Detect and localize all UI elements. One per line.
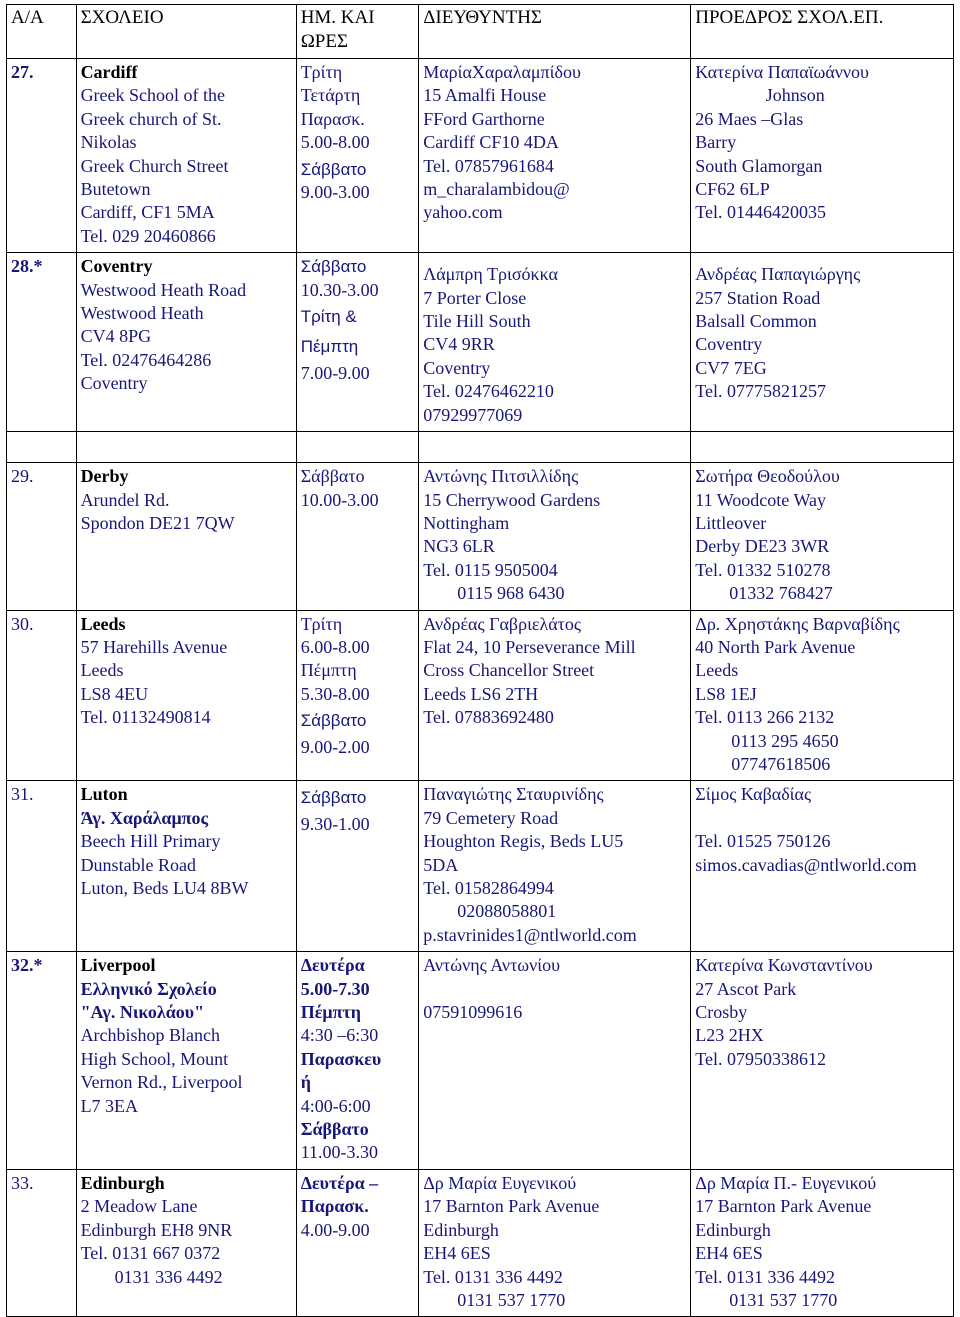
school-name: Luton	[80, 784, 128, 805]
president-cell: Σίμος Καβαδίας Tel. 01525 750126 simos.cavadias@ntlworld.com	[691, 781, 954, 952]
hours-cell: Τρίτη Τετάρτη Παρασκ. 5.00-8.00 Σάββατο 9.00-3.00	[296, 59, 419, 253]
school-name: Coventry	[80, 256, 153, 277]
school-cell: Liverpool Ελληνικό Σχολείο "Αγ. Νικολάου" Archbishop Blanch High School, Mount Vernon Rd., Liverpool L7 3EA	[76, 952, 296, 1170]
header-director: ΔΙΕΥΘΥΝΤΗΣ	[419, 5, 691, 59]
director-cell: Ανδρέας Γαβριελάτος Flat 24, 10 Perseverance Mill Cross Chancellor Street Leeds LS6 2TH Tel. 07883692480	[419, 610, 691, 781]
director-cell: ΜαρίαΧαραλαμπίδου 15 Amalfi House FFord Garthorne Cardiff CF10 4DA Tel. 07857961684 m_charalambidou@ yahoo.com	[419, 59, 691, 253]
hours-cell: Σάββατο 10.30-3.00 Τρίτη & Πέμπτη 7.00-9.00	[296, 253, 419, 432]
header-hours: ΗΜ. ΚΑΙ ΩΡΕΣ	[296, 5, 419, 59]
school-cell: Derby Arundel Rd. Spondon DE21 7QW	[76, 463, 296, 610]
school-name: Liverpool	[80, 955, 156, 976]
schools-table-page	[6, 4, 954, 1317]
school-cell: Coventry Westwood Heath Road Westwood Heath CV4 8PG Tel. 02476464286 Coventry	[76, 253, 296, 432]
row-number: 29.	[7, 463, 77, 610]
school-name: Leeds	[80, 613, 126, 634]
header-number: Α/Α	[7, 5, 77, 59]
president-cell: Ανδρέας Παπαγιώργης 257 Station Road Balsall Common Coventry CV7 7EG Tel. 07775821257	[691, 253, 954, 432]
president-cell: Κατερίνα Παπαϊωάννου Johnson 26 Maes –Glas Barry South Glamorgan CF62 6LP Tel. 01446420035	[691, 59, 954, 253]
table-row	[7, 781, 954, 952]
spacer-row	[7, 432, 954, 463]
school-name: Edinburgh	[80, 1172, 165, 1193]
school-name: Cardiff	[80, 62, 138, 82]
president-cell: Δρ. Χρηστάκης Βαρναβίδης 40 North Park Avenue Leeds LS8 1EJ Tel. 0113 266 2132 0113 295 4650 07747618506	[691, 610, 954, 781]
hours-cell: Σάββατο 9.30-1.00	[296, 781, 419, 952]
director-cell: Δρ Μαρία Ευγενικού 17 Barnton Park Avenue Edinburgh EH4 6ES Tel. 0131 336 4492 0131 537 1770	[419, 1169, 691, 1316]
schools-table	[6, 4, 954, 1317]
row-number: 31.	[7, 781, 77, 952]
row-number: 33.	[7, 1169, 77, 1316]
director-cell: Παναγιώτης Σταυρινίδης 79 Cemetery Road Houghton Regis, Beds LU5 5DA Tel. 01582864994 02088058801 p.stavrinides1@ntlworld.com	[419, 781, 691, 952]
table-row	[7, 610, 954, 781]
header-school: ΣΧΟΛΕΙΟ	[76, 5, 296, 59]
row-number: 30.	[7, 610, 77, 781]
row-number: 28.*	[7, 253, 77, 432]
hours-cell: Σάββατο 10.00-3.00	[296, 463, 419, 610]
president-cell: Δρ Μαρία Π.- Ευγενικού 17 Barnton Park Avenue Edinburgh EH4 6ES Tel. 0131 336 4492 0131 537 1770	[691, 1169, 954, 1316]
director-cell: Αντώνης Πιτσιλλίδης 15 Cherrywood Gardens Nottingham NG3 6LR Tel. 0115 9505004 0115 968 6430	[419, 463, 691, 610]
school-cell: Leeds 57 Harehills Avenue Leeds LS8 4EU Tel. 01132490814	[76, 610, 296, 781]
table-row	[7, 952, 954, 1170]
table-row	[7, 1169, 954, 1316]
school-cell: Edinburgh 2 Meadow Lane Edinburgh EH8 9NR Tel. 0131 667 0372 0131 336 4492	[76, 1169, 296, 1316]
hours-cell: Δευτέρα 5.00-7.30 Πέμπτη 4:30 –6:30 Παρασκευ ή 4:00-6:00 Σάββατο 11.00-3.30	[296, 952, 419, 1170]
table-header-row	[7, 5, 954, 59]
school-cell: Luton Άγ. Χαράλαμπος Beech Hill Primary Dunstable Road Luton, Beds LU4 8BW	[76, 781, 296, 952]
hours-cell: Τρίτη 6.00-8.00 Πέμπτη 5.30-8.00 Σάββατο 9.00-2.00	[296, 610, 419, 781]
table-row	[7, 463, 954, 610]
row-number: 27.	[7, 59, 77, 253]
table-row	[7, 253, 954, 432]
director-cell: Αντώνης Αντωνίου 07591099616	[419, 952, 691, 1170]
table-row	[7, 59, 954, 253]
president-cell: Κατερίνα Κωνσταντίνου 27 Ascot Park Crosby L23 2HX Tel. 07950338612	[691, 952, 954, 1170]
director-cell: Λάμπρη Τρισόκκα 7 Porter Close Tile Hill South CV4 9RR Coventry Tel. 02476462210 07929977069	[419, 253, 691, 432]
school-cell: Cardiff Greek School of the Greek church of St. Nikolas Greek Church Street Butetown Cardiff, CF1 5MA Tel. 029 20460866	[76, 59, 296, 253]
row-number: 32.*	[7, 952, 77, 1170]
header-president: ΠΡΟΕΔΡΟΣ ΣΧΟΛ.ΕΠ.	[691, 5, 954, 59]
hours-cell: Δευτέρα – Παρασκ. 4.00-9.00	[296, 1169, 419, 1316]
president-cell: Σωτήρα Θεοδούλου 11 Woodcote Way Littleover Derby DE23 3WR Tel. 01332 510278 01332 768427	[691, 463, 954, 610]
school-name: Derby	[80, 466, 129, 487]
